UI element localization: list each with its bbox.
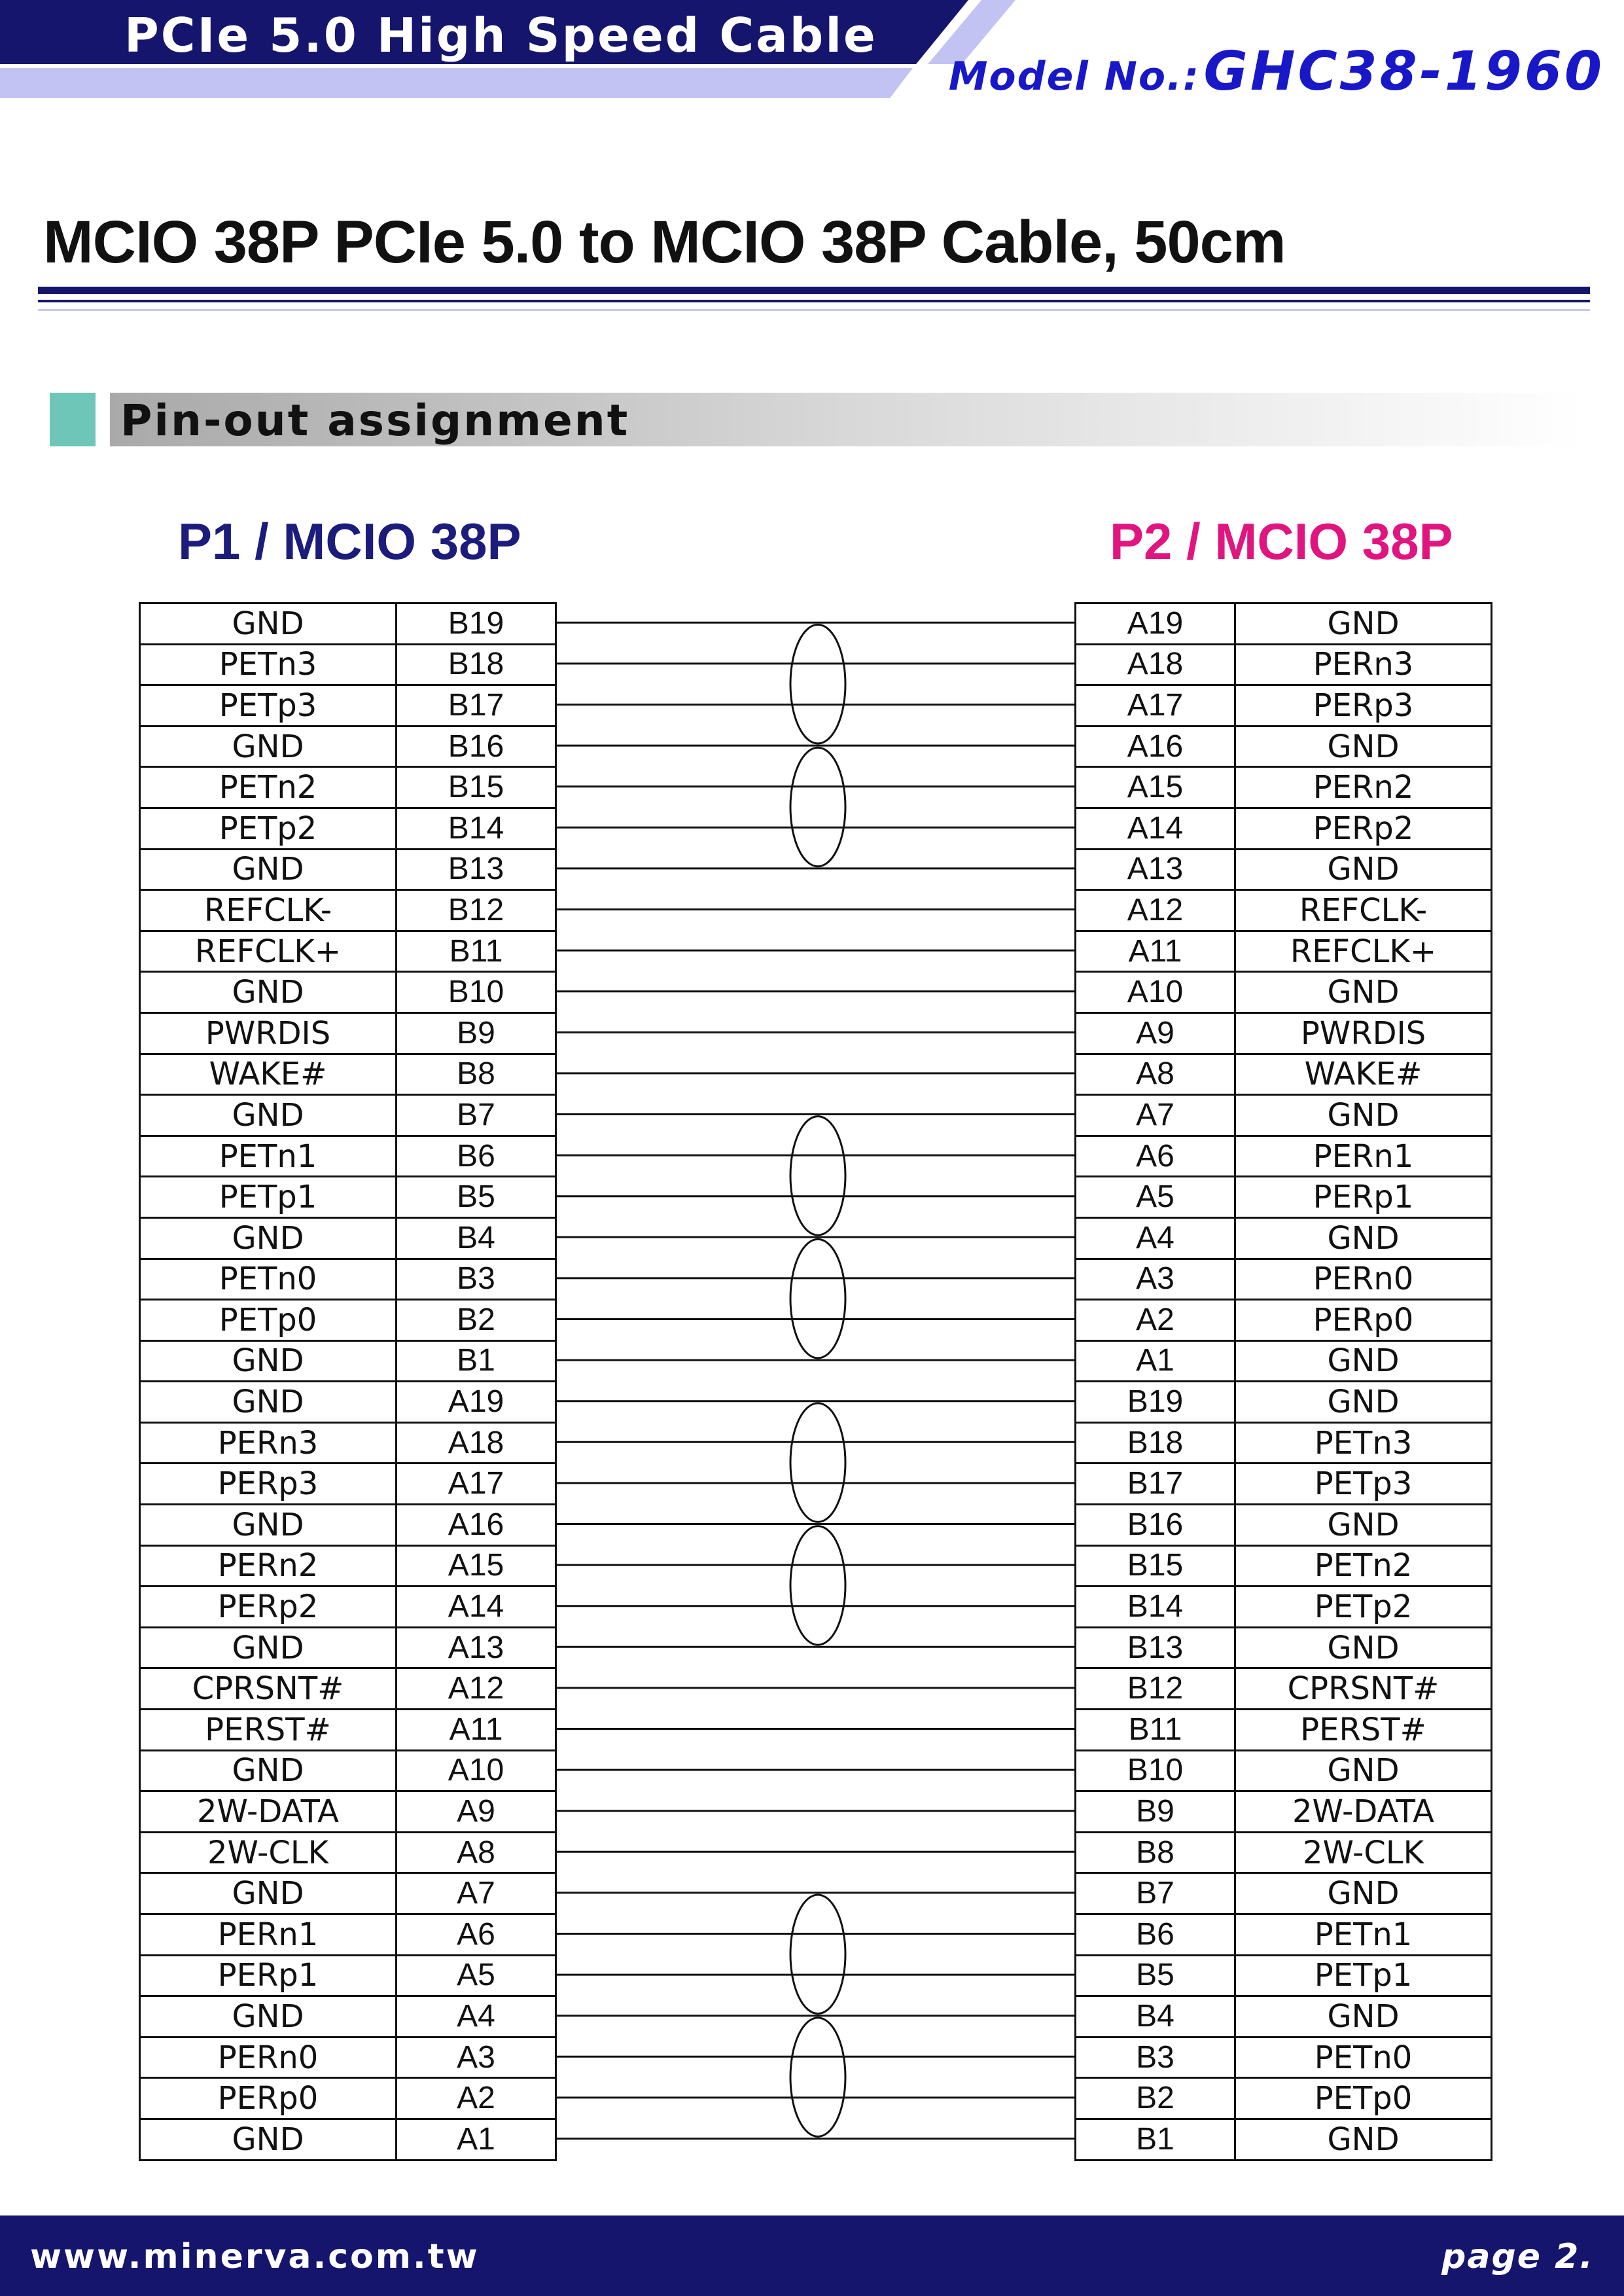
p1-pin-cell: B15 [397, 767, 556, 808]
p2-pin-cell: A18 [1076, 644, 1235, 685]
p2-signal-cell: GND [1235, 849, 1492, 890]
p2-pin-cell: B3 [1076, 2037, 1235, 2078]
table-row [140, 1340, 556, 1382]
p1-signal-cell: GND [140, 2119, 397, 2160]
p1-signal-cell: GND [140, 1095, 397, 1136]
p1-pin-cell: A13 [397, 1627, 556, 1668]
p1-pin-cell: A18 [397, 1422, 556, 1463]
table-row [140, 1013, 556, 1054]
table-row [1076, 2037, 1492, 2078]
p2-pin-cell: B14 [1076, 1587, 1235, 1628]
table-row [1076, 1177, 1492, 1218]
p1-pin-cell: A19 [397, 1382, 556, 1423]
table-row [1076, 1422, 1492, 1463]
p1-pin-cell: A4 [397, 1996, 556, 2037]
p1-signal-cell: PETn2 [140, 767, 397, 808]
p2-pin-cell: B12 [1076, 1668, 1235, 1710]
p2-signal-cell: PETp0 [1235, 2078, 1492, 2119]
table-row [1076, 1382, 1492, 1423]
table-row [140, 1873, 556, 1914]
p2-pin-cell: A1 [1076, 1340, 1235, 1382]
p2-pin-cell: B16 [1076, 1505, 1235, 1546]
table-row [1076, 808, 1492, 849]
table-row [1076, 1505, 1492, 1546]
p2-signal-cell: 2W-DATA [1235, 1791, 1492, 1833]
p2-signal-cell: REFCLK- [1235, 890, 1492, 931]
table-row [140, 808, 556, 849]
p2-signal-cell: PERp2 [1235, 808, 1492, 849]
table-row [140, 1259, 556, 1300]
page-title: MCIO 38P PCIe 5.0 to MCIO 38P Cable, 50cm [43, 209, 1286, 276]
p2-signal-cell: PERp3 [1235, 685, 1492, 726]
p1-signal-cell: REFCLK+ [140, 931, 397, 972]
p1-pin-cell: A5 [397, 1955, 556, 1996]
p1-signal-cell: CPRSNT# [140, 1668, 397, 1710]
p2-pin-cell: A9 [1076, 1013, 1235, 1054]
p2-pin-cell: A17 [1076, 685, 1235, 726]
p2-signal-cell: CPRSNT# [1235, 1668, 1492, 1710]
p1-signal-cell: GND [140, 1996, 397, 2037]
p1-signal-cell: PERn0 [140, 2037, 397, 2078]
p2-signal-cell: GND [1235, 1627, 1492, 1668]
p2-pin-cell: A19 [1076, 603, 1235, 645]
twisted-pair-ellipse [790, 2018, 845, 2137]
table-row [1076, 2119, 1492, 2160]
p1-pin-cell: A8 [397, 1832, 556, 1873]
p2-pin-cell: A10 [1076, 972, 1235, 1013]
table-row [140, 2119, 556, 2160]
p2-signal-cell: WAKE# [1235, 1054, 1492, 1095]
p1-pin-cell: B1 [397, 1340, 556, 1382]
model-label: Model No.: [948, 54, 1200, 99]
table-row [140, 1136, 556, 1177]
table-row [140, 1955, 556, 1996]
p1-signal-cell: GND [140, 603, 397, 645]
p2-signal-cell: GND [1235, 1340, 1492, 1382]
table-row [1076, 1463, 1492, 1505]
p1-signal-cell: PERp2 [140, 1587, 397, 1628]
p2-pin-cell: B15 [1076, 1545, 1235, 1587]
p1-pin-cell: B12 [397, 890, 556, 931]
p2-signal-cell: GND [1235, 1873, 1492, 1914]
p2-pin-cell: B1 [1076, 2119, 1235, 2160]
p1-signal-cell: PETp3 [140, 685, 397, 726]
table-row [140, 1382, 556, 1423]
p2-signal-cell: GND [1235, 972, 1492, 1013]
p1-signal-cell: PERST# [140, 1710, 397, 1751]
p2-pin-cell: B4 [1076, 1996, 1235, 2037]
table-row [1076, 1013, 1492, 1054]
p1-signal-cell: PETp2 [140, 808, 397, 849]
p1-pin-cell: B6 [397, 1136, 556, 1177]
p2-pin-cell: A5 [1076, 1177, 1235, 1218]
table-row [1076, 2078, 1492, 2119]
p2-signal-cell: PERn1 [1235, 1136, 1492, 1177]
p1-pin-cell: B3 [397, 1259, 556, 1300]
p2-pin-cell: B13 [1076, 1627, 1235, 1668]
table-row [140, 1463, 556, 1505]
p2-pin-cell: B7 [1076, 1873, 1235, 1914]
p1-signal-cell: PETp1 [140, 1177, 397, 1218]
p1-signal-cell: GND [140, 726, 397, 767]
table-row [1076, 1832, 1492, 1873]
p2-signal-cell: GND [1235, 1996, 1492, 2037]
table-row [140, 2037, 556, 2078]
table-row [1076, 1300, 1492, 1341]
table-row [140, 1422, 556, 1463]
table-row [1076, 931, 1492, 972]
p2-signal-cell: REFCLK+ [1235, 931, 1492, 972]
p2-signal-cell: 2W-CLK [1235, 1832, 1492, 1873]
p2-pin-cell: B2 [1076, 2078, 1235, 2119]
p1-signal-cell: REFCLK- [140, 890, 397, 931]
p1-connector-title: P1 / MCIO 38P [178, 512, 521, 570]
twisted-pair-ellipse [790, 624, 845, 744]
p2-signal-cell: GND [1235, 2119, 1492, 2160]
p1-pin-cell: A1 [397, 2119, 556, 2160]
p1-signal-cell: PERn1 [140, 1914, 397, 1956]
p2-signal-cell: PWRDIS [1235, 1013, 1492, 1054]
p1-signal-cell: GND [140, 1873, 397, 1914]
p2-signal-cell: PETn0 [1235, 2037, 1492, 2078]
table-row [140, 644, 556, 685]
p1-pin-cell: A12 [397, 1668, 556, 1710]
p1-signal-cell: GND [140, 849, 397, 890]
table-row [140, 685, 556, 726]
p2-signal-cell: PETn3 [1235, 1422, 1492, 1463]
p2-pin-cell: B8 [1076, 1832, 1235, 1873]
p2-connector-title: P2 / MCIO 38P [1110, 512, 1453, 570]
p2-signal-cell: PETn2 [1235, 1545, 1492, 1587]
table-row [140, 1710, 556, 1751]
p1-pin-cell: A14 [397, 1587, 556, 1628]
p1-signal-cell: 2W-CLK [140, 1832, 397, 1873]
table-row [1076, 972, 1492, 1013]
model-number: GHC38-1960 [1203, 41, 1604, 103]
p1-signal-cell: WAKE# [140, 1054, 397, 1095]
table-row [1076, 1710, 1492, 1751]
p1-pin-cell: A16 [397, 1505, 556, 1546]
table-row [140, 1627, 556, 1668]
p2-signal-cell: PERp0 [1235, 1300, 1492, 1341]
series-title: PCIe 5.0 High Speed Cable [124, 8, 877, 63]
table-row [140, 726, 556, 767]
p2-signal-cell: GND [1235, 1505, 1492, 1546]
p1-signal-cell: GND [140, 1505, 397, 1546]
p2-pin-table [1074, 602, 1492, 2161]
p2-pin-cell: B18 [1076, 1422, 1235, 1463]
table-row [1076, 1340, 1492, 1382]
table-row [1076, 685, 1492, 726]
p1-signal-cell: GND [140, 1382, 397, 1423]
p2-signal-cell: GND [1235, 1382, 1492, 1423]
table-row [1076, 1791, 1492, 1833]
p1-signal-cell: PETn0 [140, 1259, 397, 1300]
p1-signal-cell: GND [140, 1750, 397, 1791]
p2-pin-cell: A3 [1076, 1259, 1235, 1300]
p2-pin-cell: B5 [1076, 1955, 1235, 1996]
p2-signal-cell: GND [1235, 1217, 1492, 1259]
p1-pin-cell: B9 [397, 1013, 556, 1054]
p1-signal-cell: PWRDIS [140, 1013, 397, 1054]
twisted-pair-ellipse [790, 1239, 845, 1358]
table-row [140, 1054, 556, 1095]
p1-signal-cell: PETn3 [140, 644, 397, 685]
table-row [1076, 1873, 1492, 1914]
p1-pin-cell: B14 [397, 808, 556, 849]
table-row [1076, 1217, 1492, 1259]
p1-pin-cell: B5 [397, 1177, 556, 1218]
p2-signal-cell: GND [1235, 1095, 1492, 1136]
p2-signal-cell: PERn2 [1235, 767, 1492, 808]
table-row [1076, 1668, 1492, 1710]
table-row [1076, 1955, 1492, 1996]
p1-signal-cell: GND [140, 972, 397, 1013]
table-row [140, 931, 556, 972]
table-row [140, 1750, 556, 1791]
p1-signal-cell: PERn3 [140, 1422, 397, 1463]
table-row [140, 1996, 556, 2037]
p2-signal-cell: PETp2 [1235, 1587, 1492, 1628]
p2-pin-cell: A13 [1076, 849, 1235, 890]
p1-signal-cell: GND [140, 1340, 397, 1382]
p2-pin-cell: B6 [1076, 1914, 1235, 1956]
table-row [1076, 890, 1492, 931]
table-row [140, 1505, 556, 1546]
table-row [1076, 1996, 1492, 2037]
p1-pin-table [139, 602, 557, 2161]
twisted-pair-ellipse [790, 1895, 845, 2014]
table-row [1076, 1054, 1492, 1095]
table-row [1076, 1914, 1492, 1956]
p1-signal-cell: PERp1 [140, 1955, 397, 1996]
p1-signal-cell: PETn1 [140, 1136, 397, 1177]
table-row [140, 972, 556, 1013]
p2-signal-cell: GND [1235, 603, 1492, 645]
table-row [1076, 726, 1492, 767]
p1-pin-cell: A3 [397, 2037, 556, 2078]
p2-pin-cell: A7 [1076, 1095, 1235, 1136]
page-number: page 2. [1441, 2237, 1594, 2276]
p1-pin-cell: B10 [397, 972, 556, 1013]
p2-signal-cell: GND [1235, 1750, 1492, 1791]
p1-signal-cell: PERp0 [140, 2078, 397, 2119]
p1-pin-cell: B17 [397, 685, 556, 726]
p2-pin-cell: A11 [1076, 931, 1235, 972]
p2-pin-cell: B19 [1076, 1382, 1235, 1423]
table-row [1076, 1095, 1492, 1136]
twisted-pair-ellipse [790, 1117, 845, 1236]
p2-pin-cell: A14 [1076, 808, 1235, 849]
table-row [140, 1217, 556, 1259]
table-row [1076, 767, 1492, 808]
p2-pin-cell: A8 [1076, 1054, 1235, 1095]
p1-signal-cell: GND [140, 1627, 397, 1668]
table-row [140, 1668, 556, 1710]
table-row [140, 2078, 556, 2119]
table-row [140, 1914, 556, 1956]
p1-pin-cell: A11 [397, 1710, 556, 1751]
p2-pin-cell: A4 [1076, 1217, 1235, 1259]
table-row [140, 1545, 556, 1587]
table-row [1076, 1750, 1492, 1791]
p2-signal-cell: PERp1 [1235, 1177, 1492, 1218]
p1-pin-cell: A9 [397, 1791, 556, 1833]
p1-pin-cell: B19 [397, 603, 556, 645]
footer-url[interactable]: www.minerva.com.tw [30, 2237, 480, 2276]
p2-signal-cell: PERn0 [1235, 1259, 1492, 1300]
table-row [1076, 1259, 1492, 1300]
p1-pin-cell: B8 [397, 1054, 556, 1095]
p1-pin-cell: A6 [397, 1914, 556, 1956]
p1-pin-cell: B18 [397, 644, 556, 685]
table-row [1076, 1136, 1492, 1177]
p2-pin-cell: A15 [1076, 767, 1235, 808]
p1-pin-cell: A15 [397, 1545, 556, 1587]
p1-signal-cell: 2W-DATA [140, 1791, 397, 1833]
p1-pin-cell: A7 [397, 1873, 556, 1914]
section-title: Pin-out assignment [120, 395, 630, 446]
p1-pin-cell: B4 [397, 1217, 556, 1259]
table-row [1076, 1587, 1492, 1628]
p1-pin-cell: A10 [397, 1750, 556, 1791]
table-row [1076, 644, 1492, 685]
p2-signal-cell: PERST# [1235, 1710, 1492, 1751]
table-row [140, 603, 556, 645]
p2-signal-cell: PETp1 [1235, 1955, 1492, 1996]
table-row [140, 1791, 556, 1833]
p2-pin-cell: A2 [1076, 1300, 1235, 1341]
table-row [140, 890, 556, 931]
twisted-pair-ellipse [790, 1403, 845, 1522]
p1-pin-cell: B13 [397, 849, 556, 890]
p2-pin-cell: B11 [1076, 1710, 1235, 1751]
p1-signal-cell: GND [140, 1217, 397, 1259]
p1-signal-cell: PERn2 [140, 1545, 397, 1587]
table-row [140, 1095, 556, 1136]
p2-signal-cell: GND [1235, 726, 1492, 767]
p2-signal-cell: PETn1 [1235, 1914, 1492, 1956]
p1-pin-cell: B2 [397, 1300, 556, 1341]
twisted-pair-ellipse [790, 1526, 845, 1645]
table-row [1076, 1627, 1492, 1668]
table-row [140, 1832, 556, 1873]
p2-pin-cell: B10 [1076, 1750, 1235, 1791]
p2-signal-cell: PERn3 [1235, 644, 1492, 685]
p2-signal-cell: PETp3 [1235, 1463, 1492, 1505]
table-row [140, 1177, 556, 1218]
p1-pin-cell: A2 [397, 2078, 556, 2119]
table-row [1076, 849, 1492, 890]
p2-pin-cell: A16 [1076, 726, 1235, 767]
p2-pin-cell: B17 [1076, 1463, 1235, 1505]
p2-pin-cell: A6 [1076, 1136, 1235, 1177]
p2-pin-cell: B9 [1076, 1791, 1235, 1833]
p1-signal-cell: PERp3 [140, 1463, 397, 1505]
table-row [1076, 1545, 1492, 1587]
p1-pin-cell: A17 [397, 1463, 556, 1505]
table-row [140, 767, 556, 808]
table-row [1076, 603, 1492, 645]
twisted-pair-ellipse [790, 747, 845, 867]
p1-pin-cell: B11 [397, 931, 556, 972]
p1-signal-cell: PETp0 [140, 1300, 397, 1341]
table-row [140, 1300, 556, 1341]
table-row [140, 849, 556, 890]
p2-pin-cell: A12 [1076, 890, 1235, 931]
table-row [140, 1587, 556, 1628]
p1-pin-cell: B7 [397, 1095, 556, 1136]
p1-pin-cell: B16 [397, 726, 556, 767]
